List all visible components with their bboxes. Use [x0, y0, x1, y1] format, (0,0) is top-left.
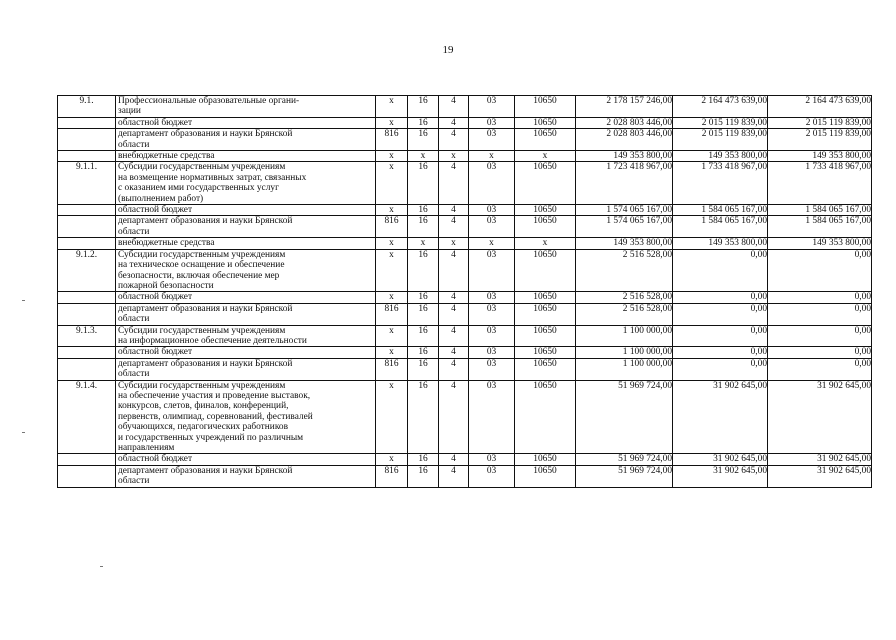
amount-cell: 0,00 [673, 358, 768, 380]
row-name-cell: внебюджетные средства [116, 151, 376, 162]
code-cell: 16 [408, 205, 439, 216]
amount-cell: 31 902 645,00 [768, 454, 872, 465]
table-row [58, 380, 872, 454]
code-cell: 10650 [515, 216, 576, 238]
amount-cell: 2 178 157 246,00 [576, 96, 673, 118]
code-cell: х [376, 162, 408, 205]
row-name-cell: областной бюджет [116, 205, 376, 216]
code-cell: 816 [376, 358, 408, 380]
code-cell: 4 [439, 129, 469, 151]
code-cell: 4 [439, 454, 469, 465]
code-cell: 10650 [515, 465, 576, 487]
code-cell: 16 [408, 358, 439, 380]
code-cell: х [376, 347, 408, 358]
code-cell: 16 [408, 96, 439, 118]
code-cell: 816 [376, 303, 408, 325]
code-cell: х [469, 238, 515, 249]
code-cell: 10650 [515, 303, 576, 325]
amount-cell: 0,00 [768, 292, 872, 303]
amount-cell: 31 902 645,00 [673, 380, 768, 454]
row-number-cell [58, 238, 116, 249]
code-cell: 10650 [515, 96, 576, 118]
amount-cell: 0,00 [673, 347, 768, 358]
amount-cell: 51 969 724,00 [576, 380, 673, 454]
amount-cell: 31 902 645,00 [768, 380, 872, 454]
code-cell: 03 [469, 162, 515, 205]
code-cell: 16 [408, 454, 439, 465]
amount-cell: 149 353 800,00 [768, 151, 872, 162]
row-number-cell [58, 117, 116, 128]
code-cell: 03 [469, 96, 515, 118]
code-cell: 10650 [515, 162, 576, 205]
code-cell: 10650 [515, 358, 576, 380]
amount-cell: 0,00 [768, 347, 872, 358]
code-cell: 4 [439, 216, 469, 238]
code-cell: 03 [469, 129, 515, 151]
row-number-cell: 9.1.2. [58, 249, 116, 292]
code-cell: 10650 [515, 380, 576, 454]
amount-cell: 1 733 418 967,00 [673, 162, 768, 205]
code-cell: 10650 [515, 205, 576, 216]
code-cell: х [376, 205, 408, 216]
amount-cell: 2 516 528,00 [576, 292, 673, 303]
row-name-cell: областной бюджет [116, 454, 376, 465]
row-name-cell: Субсидии государственным учреждениям на информационное обеспечение деятельности [116, 325, 376, 347]
code-cell: 10650 [515, 292, 576, 303]
code-cell: х [469, 151, 515, 162]
code-cell: 03 [469, 325, 515, 347]
table-row [58, 454, 872, 465]
budget-table [57, 95, 872, 488]
amount-cell: 2 015 119 839,00 [768, 129, 872, 151]
code-cell: 4 [439, 358, 469, 380]
code-cell: 10650 [515, 129, 576, 151]
code-cell: 03 [469, 347, 515, 358]
amount-cell: 2 164 473 639,00 [673, 96, 768, 118]
table-row [58, 117, 872, 128]
amount-cell: 1 100 000,00 [576, 325, 673, 347]
row-number-cell [58, 358, 116, 380]
table-row [58, 465, 872, 487]
code-cell: 4 [439, 162, 469, 205]
row-name-cell: департамент образования и науки Брянской области [116, 465, 376, 487]
row-name-cell: департамент образования и науки Брянской области [116, 216, 376, 238]
row-name-cell: областной бюджет [116, 117, 376, 128]
code-cell: 03 [469, 303, 515, 325]
amount-cell: 1 584 065 167,00 [768, 205, 872, 216]
row-number-cell [58, 347, 116, 358]
code-cell: 03 [469, 216, 515, 238]
amount-cell: 0,00 [768, 303, 872, 325]
code-cell: х [376, 151, 408, 162]
amount-cell: 0,00 [768, 358, 872, 380]
row-name-cell: Субсидии государственным учреждениям на техническое оснащение и обеспечение безопасности, включая обеспечение мер пожарной безопасности [116, 249, 376, 292]
amount-cell: 2 028 803 446,00 [576, 117, 673, 128]
code-cell: 4 [439, 117, 469, 128]
table-row [58, 151, 872, 162]
amount-cell: 51 969 724,00 [576, 454, 673, 465]
table-row [58, 249, 872, 292]
row-number-cell [58, 216, 116, 238]
amount-cell: 0,00 [768, 325, 872, 347]
row-number-cell [58, 205, 116, 216]
code-cell: 816 [376, 129, 408, 151]
code-cell: 03 [469, 205, 515, 216]
code-cell: 4 [439, 347, 469, 358]
row-number-cell [58, 454, 116, 465]
amount-cell: 0,00 [673, 292, 768, 303]
code-cell: х [376, 96, 408, 118]
code-cell: х [376, 249, 408, 292]
row-name-cell: внебюджетные средства [116, 238, 376, 249]
amount-cell: 1 723 418 967,00 [576, 162, 673, 205]
amount-cell: 2 516 528,00 [576, 303, 673, 325]
code-cell: х [376, 454, 408, 465]
row-number-cell [58, 292, 116, 303]
amount-cell: 2 015 119 839,00 [673, 129, 768, 151]
row-number-cell [58, 303, 116, 325]
row-name-cell: департамент образования и науки Брянской области [116, 358, 376, 380]
amount-cell: 1 584 065 167,00 [673, 205, 768, 216]
amount-cell: 1 574 065 167,00 [576, 205, 673, 216]
table-row [58, 205, 872, 216]
amount-cell: 149 353 800,00 [576, 151, 673, 162]
code-cell: 03 [469, 358, 515, 380]
code-cell: 16 [408, 162, 439, 205]
code-cell: 03 [469, 465, 515, 487]
code-cell: х [376, 325, 408, 347]
amount-cell: 31 902 645,00 [673, 454, 768, 465]
code-cell: 16 [408, 117, 439, 128]
code-cell: х [515, 238, 576, 249]
code-cell: 4 [439, 465, 469, 487]
code-cell: 03 [469, 380, 515, 454]
margin-mark [22, 432, 25, 433]
amount-cell: 2 015 119 839,00 [768, 117, 872, 128]
amount-cell: 1 100 000,00 [576, 358, 673, 380]
code-cell: х [376, 117, 408, 128]
amount-cell: 2 015 119 839,00 [673, 117, 768, 128]
code-cell: 16 [408, 325, 439, 347]
row-name-cell: Субсидии государственным учреждениям на возмещение нормативных затрат, связанных с оказанием ими государственных услуг (выполнением работ) [116, 162, 376, 205]
row-number-cell: 9.1.4. [58, 380, 116, 454]
amount-cell: 2 164 473 639,00 [768, 96, 872, 118]
code-cell: 16 [408, 292, 439, 303]
row-name-cell: департамент образования и науки Брянской области [116, 303, 376, 325]
amount-cell: 31 902 645,00 [673, 465, 768, 487]
code-cell: 4 [439, 380, 469, 454]
code-cell: 16 [408, 465, 439, 487]
amount-cell: 149 353 800,00 [768, 238, 872, 249]
table-row [58, 216, 872, 238]
code-cell: х [439, 238, 469, 249]
code-cell: 816 [376, 465, 408, 487]
code-cell: 16 [408, 129, 439, 151]
code-cell: 4 [439, 96, 469, 118]
amount-cell: 149 353 800,00 [576, 238, 673, 249]
table-row [58, 358, 872, 380]
code-cell: 16 [408, 347, 439, 358]
code-cell: 4 [439, 303, 469, 325]
amount-cell: 0,00 [673, 249, 768, 292]
margin-mark [22, 300, 25, 301]
code-cell: х [515, 151, 576, 162]
table-row [58, 129, 872, 151]
row-name-cell: областной бюджет [116, 347, 376, 358]
code-cell: х [376, 238, 408, 249]
code-cell: 816 [376, 216, 408, 238]
code-cell: 16 [408, 249, 439, 292]
row-name-cell: областной бюджет [116, 292, 376, 303]
code-cell: 4 [439, 325, 469, 347]
code-cell: 4 [439, 292, 469, 303]
amount-cell: 0,00 [673, 325, 768, 347]
amount-cell: 149 353 800,00 [673, 238, 768, 249]
page-number: 19 [442, 44, 454, 56]
code-cell: 16 [408, 380, 439, 454]
code-cell: 03 [469, 117, 515, 128]
code-cell: 10650 [515, 325, 576, 347]
amount-cell: 1 100 000,00 [576, 347, 673, 358]
amount-cell: 149 353 800,00 [673, 151, 768, 162]
code-cell: 03 [469, 454, 515, 465]
table-row [58, 303, 872, 325]
amount-cell: 1 574 065 167,00 [576, 216, 673, 238]
code-cell: х [408, 151, 439, 162]
amount-cell: 2 516 528,00 [576, 249, 673, 292]
code-cell: 10650 [515, 454, 576, 465]
code-cell: 10650 [515, 249, 576, 292]
code-cell: 4 [439, 205, 469, 216]
row-number-cell: 9.1.1. [58, 162, 116, 205]
amount-cell: 31 902 645,00 [768, 465, 872, 487]
row-number-cell: 9.1.3. [58, 325, 116, 347]
table-row [58, 238, 872, 249]
amount-cell: 51 969 724,00 [576, 465, 673, 487]
table-row [58, 325, 872, 347]
row-name-cell: департамент образования и науки Брянской области [116, 129, 376, 151]
code-cell: х [408, 238, 439, 249]
amount-cell: 2 028 803 446,00 [576, 129, 673, 151]
code-cell: 16 [408, 303, 439, 325]
code-cell: 16 [408, 216, 439, 238]
amount-cell: 0,00 [673, 303, 768, 325]
row-number-cell: 9.1. [58, 96, 116, 118]
code-cell: 10650 [515, 117, 576, 128]
code-cell: х [376, 380, 408, 454]
row-number-cell [58, 151, 116, 162]
code-cell: 03 [469, 249, 515, 292]
code-cell: х [376, 292, 408, 303]
code-cell: 03 [469, 292, 515, 303]
table-row [58, 96, 872, 118]
code-cell: 4 [439, 249, 469, 292]
amount-cell: 1 733 418 967,00 [768, 162, 872, 205]
row-name-cell: Профессиональные образовательные органи- зации [116, 96, 376, 118]
table-row [58, 292, 872, 303]
table-row [58, 162, 872, 205]
code-cell: 10650 [515, 347, 576, 358]
amount-cell: 1 584 065 167,00 [673, 216, 768, 238]
row-number-cell [58, 465, 116, 487]
margin-mark [100, 566, 103, 567]
row-number-cell [58, 129, 116, 151]
amount-cell: 1 584 065 167,00 [768, 216, 872, 238]
amount-cell: 0,00 [768, 249, 872, 292]
row-name-cell: Субсидии государственным учреждениям на обеспечение участия и проведение выставок, конкурсов, слетов, финалов, конференций, первенств, олимпиад, соревнований, фестивалей обучающихся, педагогических работников и государственных учреждений по различным направлениям [116, 380, 376, 454]
code-cell: х [439, 151, 469, 162]
table-row [58, 347, 872, 358]
